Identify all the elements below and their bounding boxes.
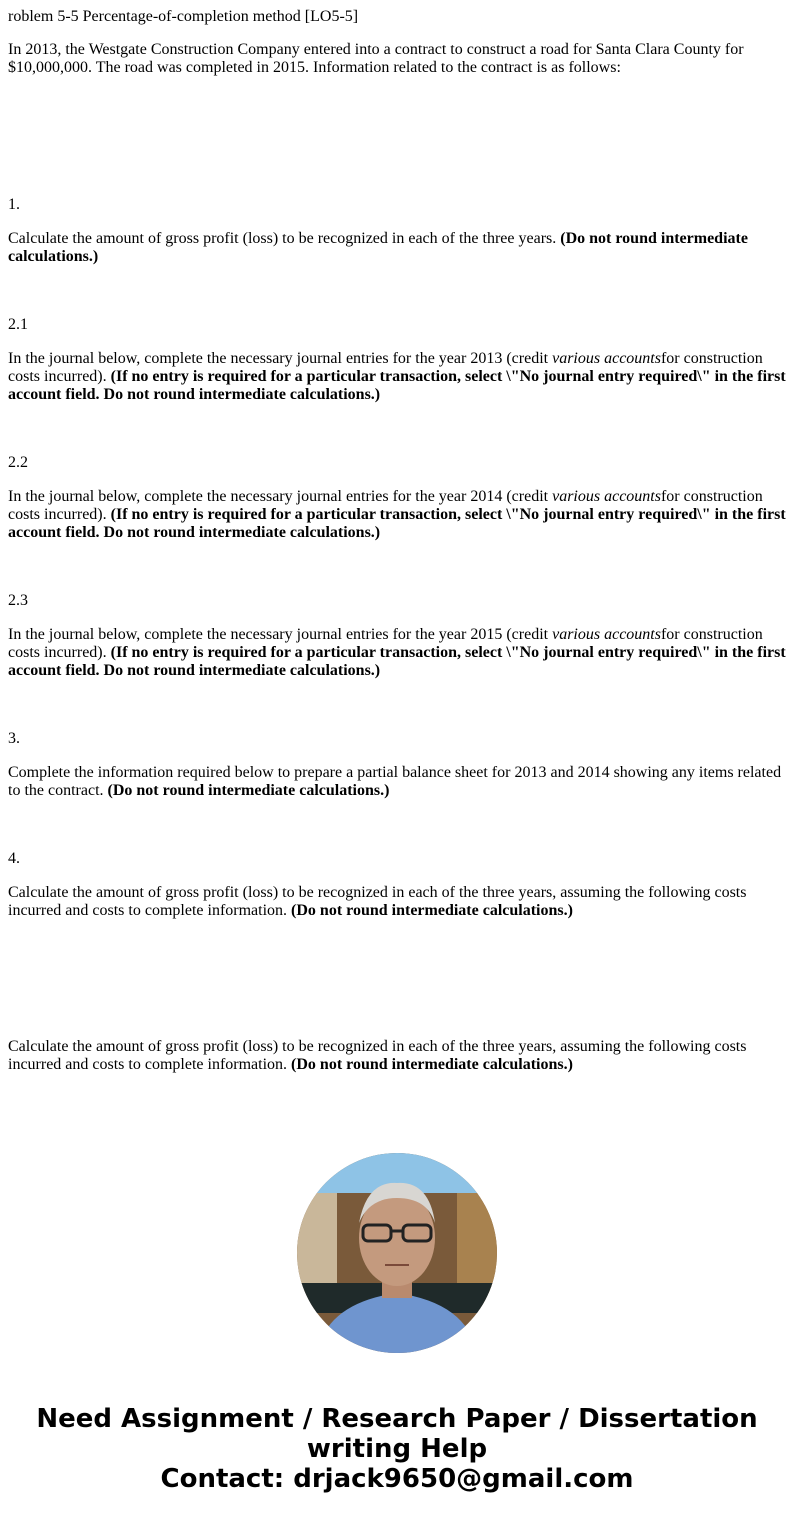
- question-plain: Calculate the amount of gross profit (loss) to be recognized in each of the three years, assuming the following costs incurred and costs to complete information.: [8, 1038, 747, 1073]
- person-photo-icon: [297, 1153, 497, 1353]
- footer-line: writing Help: [306, 1434, 488, 1464]
- question-instruction: (Do not round intermediate calculations.): [291, 1056, 573, 1073]
- question-text: [8, 488, 788, 542]
- question-number: 2.1: [8, 316, 28, 333]
- question-plain: Calculate the amount of gross profit (loss) to be recognized in each of the three years, assuming the following costs incurred and costs to complete information.: [8, 884, 747, 919]
- question-text: [8, 350, 788, 404]
- question-text: [8, 764, 788, 800]
- question-number: 1.: [8, 196, 20, 213]
- question-plain: for construction costs incurred).: [8, 626, 763, 661]
- question-plain: for construction costs incurred).: [8, 488, 763, 523]
- question-plain: In the journal below, complete the necessary journal entries for the year 2015 (credit: [8, 626, 553, 643]
- question-instruction: (If no entry is required for a particular transaction, select \"No journal entry required\" in the first account field. Do not round intermediate calculations.): [8, 368, 786, 403]
- question-instruction: (If no entry is required for a particular transaction, select \"No journal entry required\" in the first account field. Do not round intermediate calculations.): [8, 506, 786, 541]
- question-text: [8, 230, 788, 266]
- question-instruction: (Do not round intermediate calculations.): [107, 782, 390, 799]
- question-plain: In the journal below, complete the necessary journal entries for the year 2014 (credit: [8, 488, 553, 505]
- question-italic: various accounts: [552, 350, 661, 367]
- question-number: 2.2: [8, 454, 28, 471]
- question-number: 3.: [8, 730, 20, 747]
- question-italic: various accounts: [552, 488, 661, 505]
- extra-question-text: [8, 1038, 788, 1074]
- question-instruction: (Do not round intermediate calculations.): [291, 902, 573, 919]
- question-text: [8, 884, 788, 920]
- footer-line: Need Assignment / Research Paper / Dissertation: [36, 1404, 758, 1434]
- intro-paragraph: In 2013, the Westgate Construction Company entered into a contract to construct a road for Santa Clara County for $10,000,000. The road was completed in 2015. Information related to the contract is as follows:: [8, 41, 744, 76]
- author-avatar: [297, 1153, 497, 1353]
- question-plain: Calculate the amount of gross profit (loss) to be recognized in each of the three years.: [8, 230, 561, 247]
- question-instruction: (If no entry is required for a particular transaction, select \"No journal entry required\" in the first account field. Do not round intermediate calculations.): [8, 644, 786, 679]
- problem-title: roblem 5-5 Percentage-of-completion method [LO5-5]: [8, 8, 359, 25]
- footer-contact: Contact: drjack9650@gmail.com: [160, 1464, 634, 1494]
- question-plain: In the journal below, complete the necessary journal entries for the year 2013 (credit: [8, 350, 553, 367]
- question-italic: various accounts: [552, 626, 661, 643]
- contact-footer: [0, 1404, 794, 1494]
- question-plain: for construction costs incurred).: [8, 350, 763, 385]
- question-plain: Complete the information required below to prepare a partial balance sheet for 2013 and 2014 showing any items related to the contract.: [8, 764, 782, 799]
- question-text: [8, 626, 788, 680]
- question-number: 2.3: [8, 592, 28, 609]
- question-instruction: (Do not round intermediate calculations.): [8, 230, 748, 265]
- question-number: 4.: [8, 850, 20, 867]
